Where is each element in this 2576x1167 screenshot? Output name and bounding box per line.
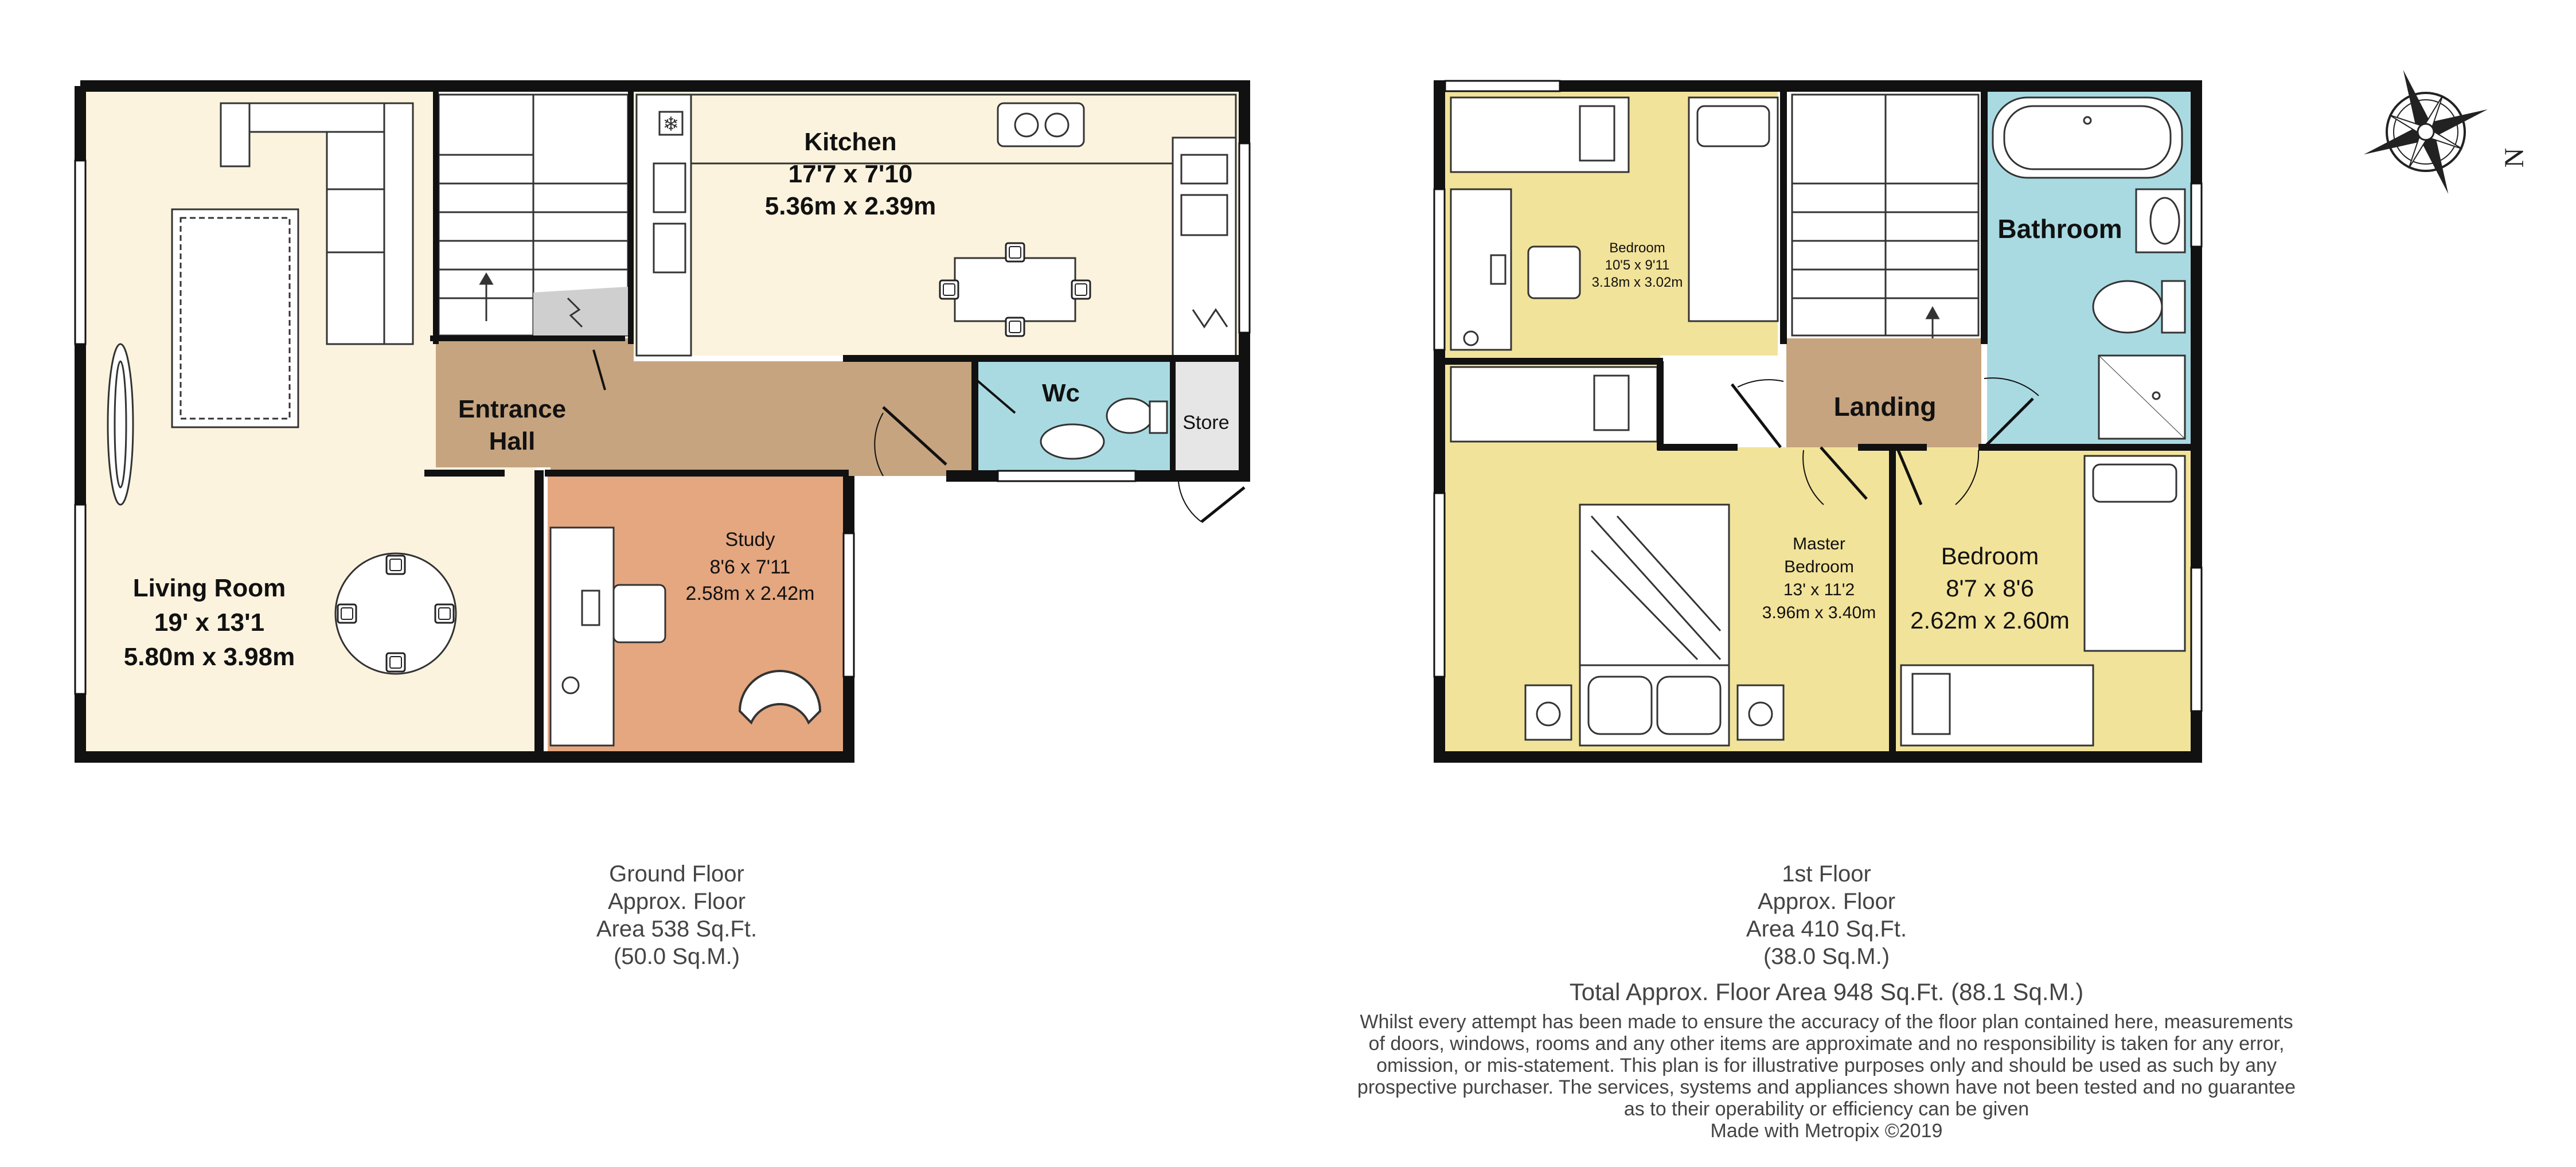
- entrance-hall-name-2: Hall: [489, 427, 536, 455]
- study-name: Study: [725, 529, 775, 551]
- disclaimer-line-5: as to their operability or efficiency can be given: [1623, 1098, 2029, 1120]
- ground-caption-line-3: Area 538 Sq.Ft.: [596, 916, 758, 942]
- first-caption-line-2: Approx. Floor: [1757, 889, 1896, 914]
- first-caption-line-3: Area 410 Sq.Ft.: [1746, 916, 1907, 942]
- dining-table-icon: [335, 553, 456, 674]
- bedroom-right-name: Bedroom: [1941, 542, 2039, 569]
- credit: Made with Metropix ©2019: [1710, 1120, 1943, 1142]
- disclaimer-line-2: of doors, windows, rooms and any other items are approximate and no responsibility is taken for any error,: [1368, 1033, 2285, 1055]
- living-room-metric: 5.80m x 3.98m: [123, 643, 295, 671]
- ground-floor-caption: [533, 860, 820, 970]
- entrance-hall-name-1: Entrance: [458, 395, 567, 423]
- landing-label: Landing: [1833, 392, 1937, 421]
- ground-caption-line-1: Ground Floor: [609, 861, 744, 887]
- kitchen-name: Kitchen: [804, 128, 897, 156]
- master-bedroom-imperial: 13' x 11'2: [1783, 580, 1855, 599]
- living-room-name: Living Room: [132, 574, 286, 602]
- disclaimer-line-3: omission, or mis-statement. This plan is for illustrative purposes only and should be used as such by any: [1376, 1055, 2277, 1076]
- store-label: Store: [1182, 412, 1230, 434]
- compass-icon: [2361, 67, 2530, 197]
- ground-caption-line-2: Approx. Floor: [607, 889, 746, 914]
- master-bedroom-metric: 3.96m x 3.40m: [1762, 603, 1876, 622]
- bedroom-right-metric: 2.62m x 2.60m: [1910, 607, 2070, 634]
- first-floor: [1434, 81, 2202, 757]
- bedroom-small-imperial: 10'5 x 9'11: [1605, 257, 1670, 273]
- single-bed-icon: [1689, 97, 1778, 321]
- svg-text:❄: ❄: [662, 114, 680, 135]
- kitchen-area: [634, 92, 1242, 356]
- study-metric: 2.58m x 2.42m: [685, 583, 815, 604]
- disclaimer: [1110, 1011, 2543, 1142]
- bedroom-small-name: Bedroom: [1609, 240, 1665, 256]
- fireplace-icon: [108, 344, 133, 505]
- first-floor-caption: [1683, 860, 1970, 970]
- bathroom-label: Bathroom: [1997, 214, 2122, 244]
- bedroom-small-metric: 3.18m x 3.02m: [1591, 275, 1683, 290]
- first-caption-line-4: (38.0 Sq.M.): [1763, 944, 1890, 969]
- bath-icon: [1993, 97, 2182, 178]
- ground-caption-line-4: (50.0 Sq.M.): [613, 944, 740, 969]
- living-room-imperial: 19' x 13'1: [154, 608, 265, 637]
- bedroom-right-imperial: 8'7 x 8'6: [1946, 575, 2034, 602]
- rug-icon: [172, 209, 298, 427]
- master-bedroom-name-1: Master: [1793, 534, 1845, 553]
- kitchen-metric: 5.36m x 2.39m: [764, 192, 936, 220]
- wc-label: Wc: [1042, 379, 1080, 407]
- first-caption-line-1: 1st Floor: [1782, 861, 1871, 887]
- master-bedroom-name-2: Bedroom: [1784, 557, 1854, 576]
- kitchen-imperial: 17'7 x 7'10: [788, 160, 913, 188]
- ground-floor: [75, 86, 1250, 757]
- disclaimer-line-1: Whilst every attempt has been made to ensure the accuracy of the floor plan contained here, measurements: [1360, 1011, 2293, 1033]
- compass-north-label: N: [2499, 147, 2530, 168]
- disclaimer-line-4: prospective purchaser. The services, systems and appliances shown have not been tested and no guarantee: [1357, 1076, 2296, 1098]
- total-area: Total Approx. Floor Area 948 Sq.Ft. (88.1 Sq.M.): [1569, 978, 2084, 1005]
- study-imperial: 8'6 x 7'11: [709, 556, 791, 578]
